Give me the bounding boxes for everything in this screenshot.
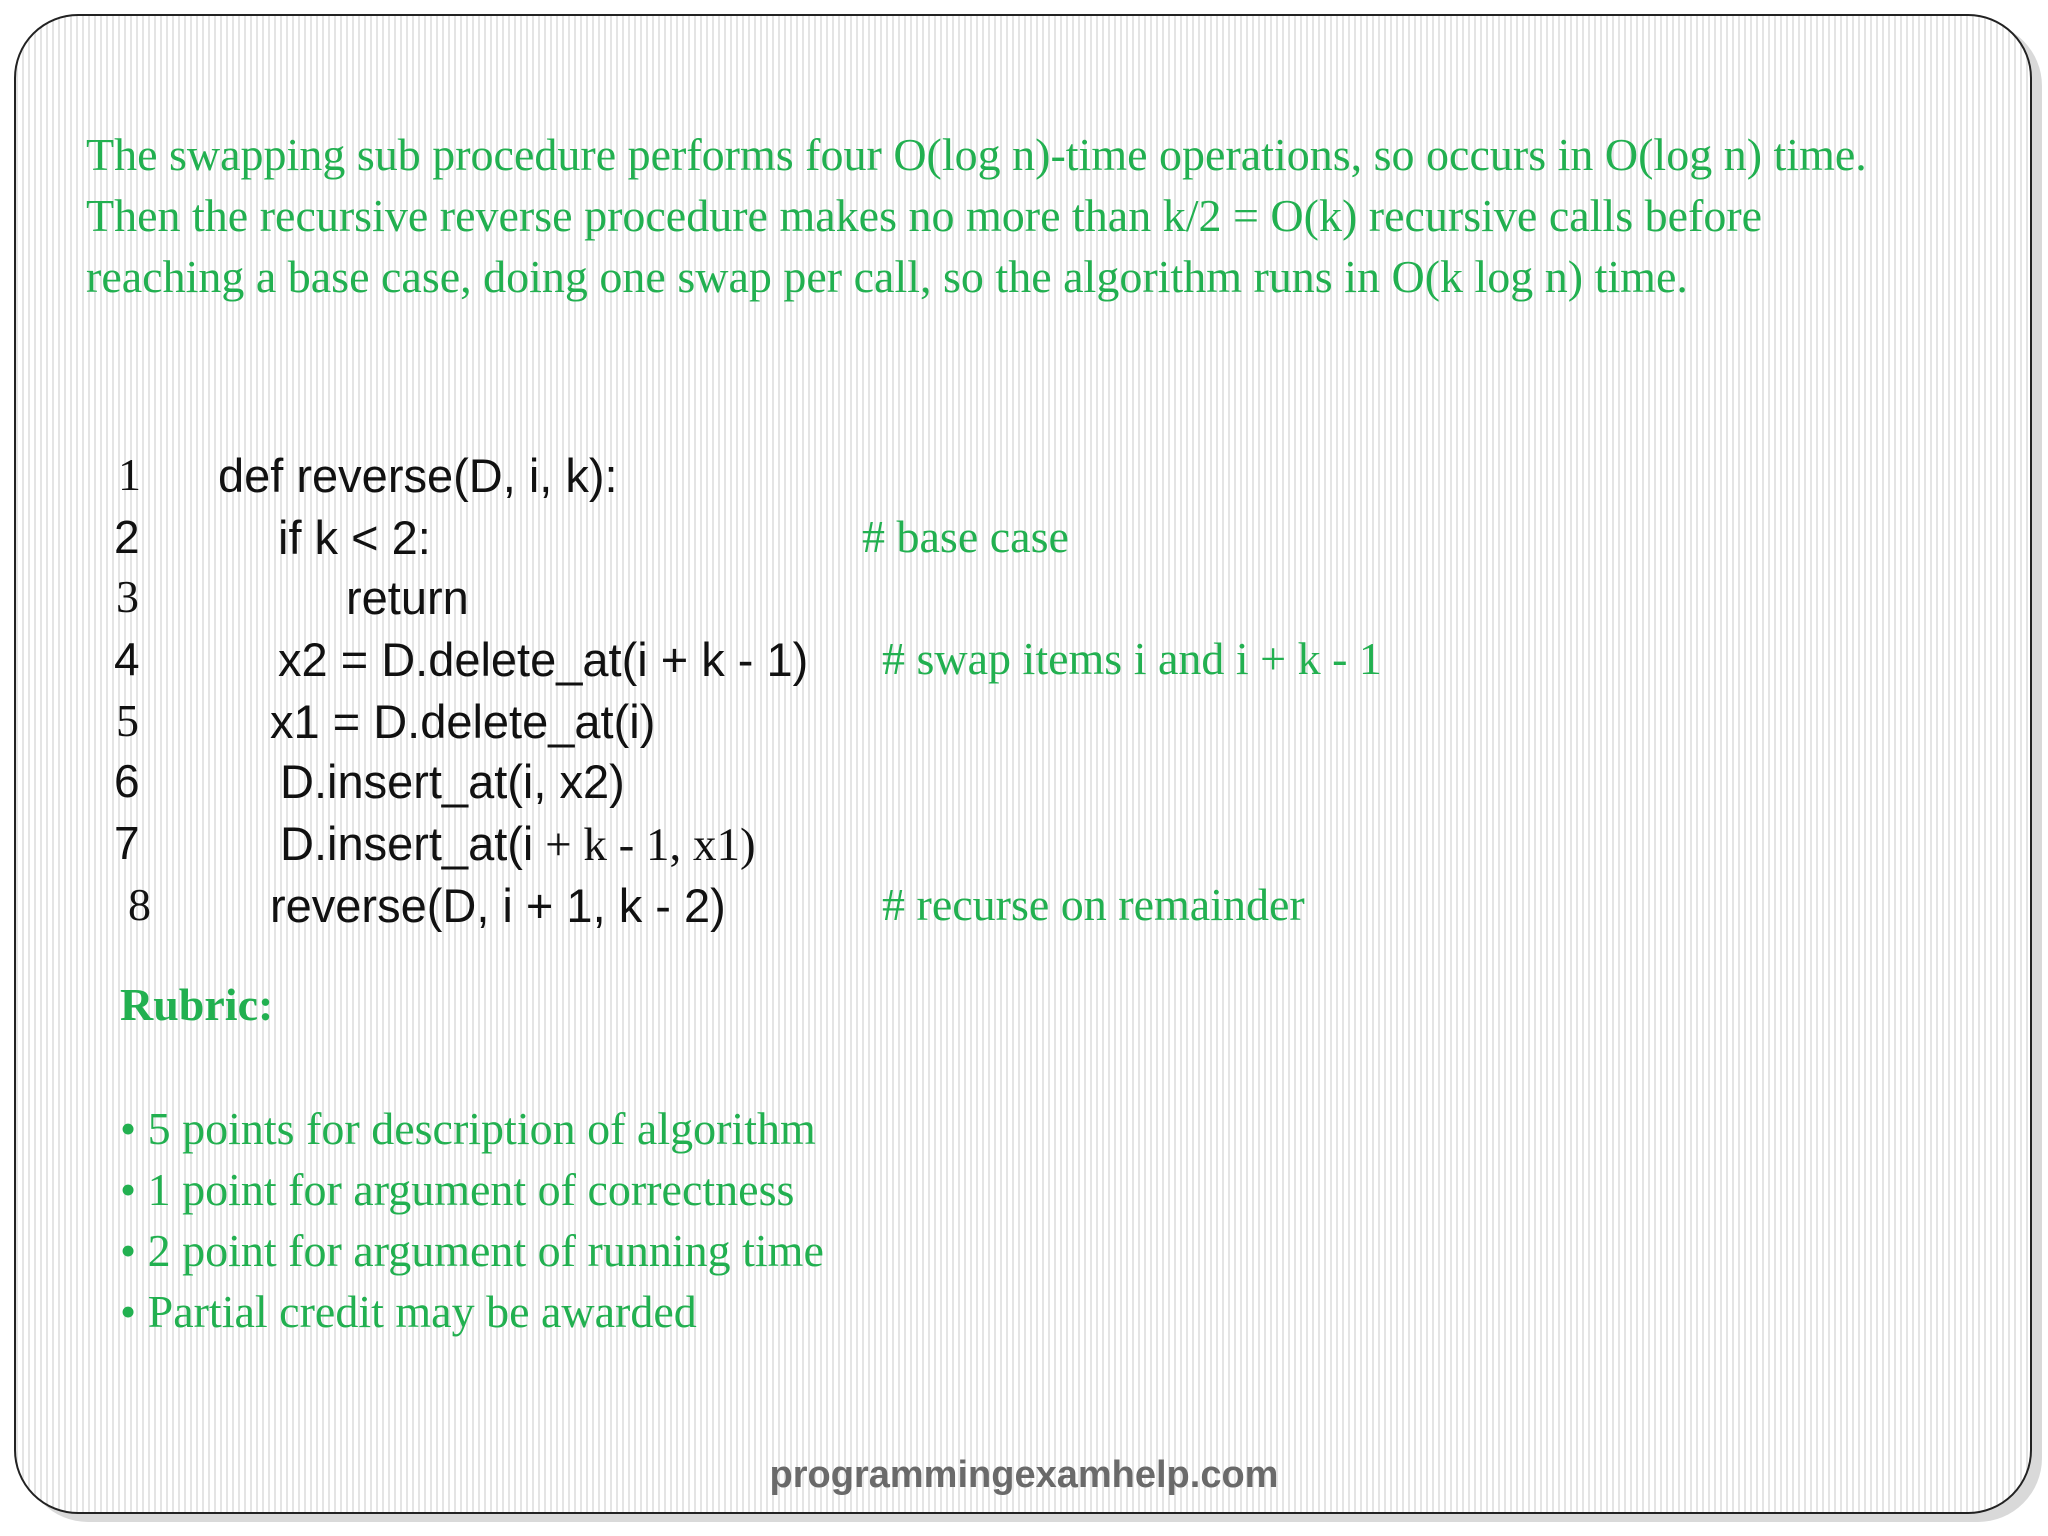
line-number: 1	[118, 449, 141, 500]
code-text	[280, 816, 756, 872]
rubric-heading: Rubric:	[120, 979, 274, 1030]
code-text: x1 = D.delete_at(i)	[270, 695, 656, 748]
code-comment: # recurse on remainder	[882, 879, 1305, 930]
code-comment: # base case	[862, 511, 1069, 562]
code-text: x2 = D.delete_at(i + k - 1)	[278, 633, 809, 686]
code-comment: # swap items i and i + k - 1	[882, 633, 1382, 684]
code-text: return	[346, 571, 469, 624]
rubric-item: • 1 point for argument of correctness	[120, 1164, 795, 1215]
rubric-list	[120, 1098, 824, 1342]
line-number: 7	[114, 817, 140, 869]
line-number: 2	[114, 511, 140, 563]
line-number: 6	[114, 755, 140, 807]
code-text: def reverse(D, i, k):	[218, 449, 618, 502]
line-number: 5	[116, 695, 139, 746]
rubric-item: • 5 points for description of algorithm	[120, 1103, 816, 1154]
rubric-item: • Partial credit may be awarded	[120, 1286, 697, 1337]
line-number: 3	[116, 571, 139, 622]
code-text-tail: + k - 1, x1)	[533, 819, 756, 871]
line-number: 4	[114, 633, 140, 685]
rubric-item: • 2 point for argument of running time	[120, 1225, 824, 1276]
code-text: D.insert_at(i, x2)	[280, 755, 625, 808]
explanation-paragraph: The swapping sub procedure performs four O(log n)-time operations, so occurs in O(log n) time. Then the recursive reverse procedure makes no more than k/2 = O(k) recursive calls before reaching a base case, doing one swap per call, so the algorithm runs in O(k log n) time.	[86, 129, 1867, 302]
footer-watermark: programmingexamhelp.com	[769, 1454, 1279, 1496]
code-text-main: D.insert_at(i	[280, 817, 534, 870]
code-text: reverse(D, i + 1, k - 2)	[270, 879, 726, 932]
code-text: if k < 2:	[278, 511, 431, 564]
line-number: 8	[128, 879, 151, 930]
